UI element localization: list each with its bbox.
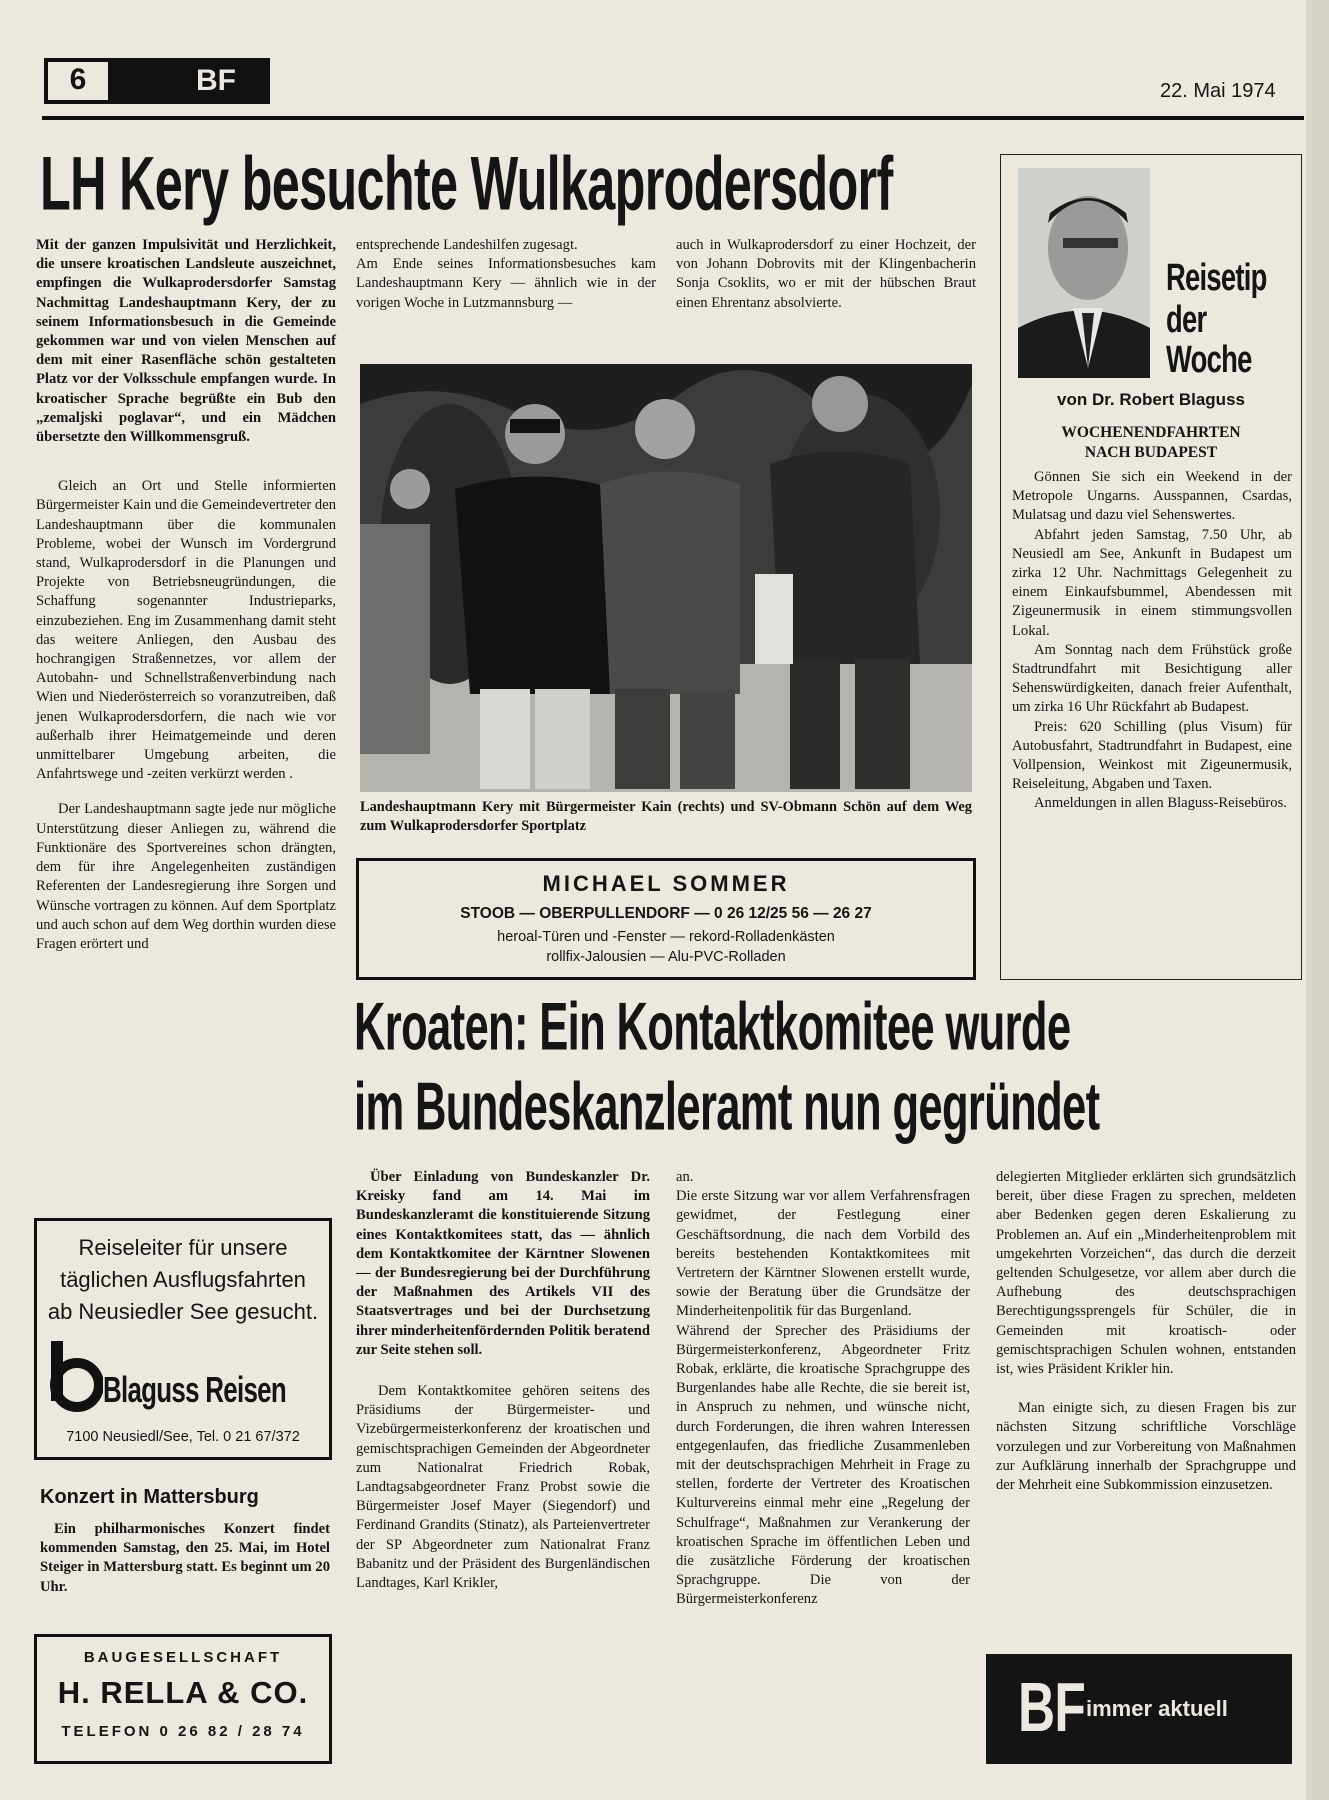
ad-sommer-products-2: rollfix-Jalousien — Alu-PVC-Rolladen xyxy=(546,949,786,965)
article2-column-3-p1: delegierten Mitglieder erklärten sich grundsätzlich bereit, über diese Fragen zu sprechen, meldeten aber Bedenken gegen deren Eskalierung zu Problemen an. Auf ein „Minderheitenproblem mit umgekehrten Vorzeichen“, das durch die derzeit geltenden Schulgesetze, vor allem aber durch die Aufhebung des deutschsprachigen Berechtigungssprengels für Schüler, die in Gemeinden mit kroatisch- oder gemischtsprachigen Schulen wohnen, entstanden ist, wies Präsident Krikler hin. xyxy=(996,1169,1296,1378)
reisetip-paragraph-4: Preis: 620 Schilling (plus Visum) für Autobusfahrt, Stadtrundfahrt in Budapest, eine Vollpension, Weinkost mit Zigeunermusik, Reiseleitung, Abgaben und Taxen. xyxy=(1012,718,1292,793)
author-portrait xyxy=(1018,168,1150,378)
reisetip-paragraph-2: Abfahrt jeden Samstag, 7.50 Uhr, ab Neusiedl am See, Ankunft in Budapest um zirka 12 Uhr. Nachmittags Gelegenheit zu einem Einkaufsbummel, Abendessen mit Zigeunermusik in einem stimmungsvollen Lokal. xyxy=(1012,526,1292,639)
article1-column-2: entsprechende Landeshilfen zugesagt. Am Ende seines Informationsbesuches kam Landeshauptmann Kery — ähnlich wie in der vorigen Woche in Lutzmannsburg — xyxy=(356,237,656,311)
reisetip-title-2: der xyxy=(1166,299,1207,341)
reisetip-paragraph-3: Am Sonntag nach dem Frühstück große Stadtrundfahrt mit Besichtigung aller Sehenswürdigkeiten, danach freier Aufenthalt, um zirka 16 Uhr Rückfahrt ab Budapest. xyxy=(1012,641,1292,716)
article2-headline-1: Kroaten: Ein Kontaktkomitee wurde xyxy=(354,987,1071,1065)
article2-column-2: an. Die erste Sitzung war vor allem Verfahrensfragen gewidmet, der Festlegung einer Geschäftsordnung, die nach dem Vorbild des bereits bestehenden Kontaktkomitees mit Vertretern der Kärntner Slowenen erstellt wurde, sowie der Beratung über die Grundsätze der Minderheitenpolitik für das Burgenland. Während der Sprecher des Präsidiums der Bürgermeisterkonferenz, Abgeordneter Fritz Robak, erklärte, die kroatische Sprachgruppe des Burgenlandes habe alle Rechte, die sie bereit ist, in Anspruch zu nehmen, und wünsche nicht, durch Forderungen, die ihren wahren Interessen entgegenlaufen, das friedliche Zusammenleben mit der deutschsprachigen Mehrheit in Frage zu stellen, forderte der Vertreter des Kroatischen Kulturvereins einmal mehr eine „Regelung der Schulfrage“, Maßnahmen zur Verankerung der kroatischen Sprache im öffentlichen Leben und die zusätzliche Förderung der kroatischen Sprachgruppe. Die von der Bürgermeisterkonferenz xyxy=(676,1169,970,1608)
page-number: 6 xyxy=(69,63,87,96)
ad-blaguss-line-1: Reiseleiter für unsere xyxy=(78,1235,288,1260)
ad-bf-logo: BF xyxy=(1018,1667,1086,1746)
konzert-title: Konzert in Mattersburg xyxy=(40,1486,259,1508)
ad-blaguss-line-2: täglichen Ausflugsfahrten xyxy=(60,1267,306,1292)
ad-sommer-contact: STOOB — OBERPULLENDORF — 0 26 12/25 56 — 26 27 xyxy=(460,905,872,922)
ad-bf-immer-aktuell xyxy=(986,1654,1292,1764)
reisetip-title-3: Woche xyxy=(1166,339,1252,381)
header-rule xyxy=(42,116,1304,120)
ad-rella xyxy=(34,1634,332,1764)
ad-rella-phone: TELEFON 0 26 82 / 28 74 xyxy=(61,1723,305,1740)
ad-rella-name: H. RELLA & CO. xyxy=(57,1675,309,1710)
article1-paragraph-1: Gleich an Ort und Stelle informierten Bürgermeister Kain und die Gemeindevertreter den Landeshauptmann über die kommunalen Probleme, wobei der Wunsch im Vordergrund stand, Wulkaprodersdorf in die Planungen und Projekte von Betriebsneugründungen, die Schaffung sogenannter Industrieparks, einzubeziehen. Eng im Zusammenhang damit steht das weitere Anliegen, den Ausbau des hochrangigen Straßennetzes, vor allem der Autobahn- und Schnellstraßenverbindung nach Wien und Niederösterreich so voranzutreiben, daß jenen Wulkaprodersdorfern, die nach wie vor außerhalb ihrer Heimatgemeinde und deren unmittelbarer Umgebung arbeiten, die Anfahrtswege und -zeiten verkürzt werden . xyxy=(36,478,337,783)
article2-lead: Über Einladung von Bundeskanzler Dr. Kreisky fand am 14. Mai im Bundeskanzleramt die konstituierende Sitzung eines Kontaktkomitees statt, das — ähnlich dem Kontaktkomitee der Kärntner Slowenen — der Bundesregierung bei der Durchführung der Maßnahmen des Artikels VII des Staatsvertrages und bei der Durchsetzung ihrer minderheitenfördernden Politik beratend zur Seite stehen soll. xyxy=(356,1169,650,1358)
photo-officials-walking xyxy=(360,364,972,792)
reisetip-author-photo xyxy=(1018,168,1150,378)
article2-column-3-p2: Man einigte sich, zu diesen Fragen bis zur nächsten Sitzung schriftliche Vorschläge vorzulegen und zur Vorbereitung von Maßnahmen zur Aufklärung innerhalb der Sprachgruppe und der Mehrheit eine Subkommission einzusetzen. xyxy=(996,1400,1296,1494)
article2-column-3 xyxy=(996,1168,1296,1495)
ad-blaguss-address: 7100 Neusiedl/See, Tel. 0 21 67/372 xyxy=(66,1429,300,1445)
issue-date: 22. Mai 1974 xyxy=(1160,80,1276,102)
konzert-text: Ein philharmonisches Konzert findet kommenden Samstag, den 25. Mai, im Hotel Steiger in Mattersburg statt. Es beginnt um 20 Uhr. xyxy=(40,1521,330,1595)
article1-column-1 xyxy=(36,236,336,954)
ad-bf-slogan: immer aktuell xyxy=(1086,1696,1228,1721)
reisetip-paragraph-1: Gönnen Sie sich ein Weekend in der Metropole Ungarns. Ausspannen, Csardas, Mulatsag und dazu viel Sehenswertes. xyxy=(1012,469,1292,524)
article2-column-1 xyxy=(356,1168,650,1593)
ad-rella-line-1: BAUGESELLSCHAFT xyxy=(83,1649,283,1666)
reisetip-body xyxy=(1012,468,1292,814)
article1-paragraph-2: Der Landeshauptmann sagte jede nur mögliche Unterstützung dieser Anliegen zu, während die Funktionäre des Sportvereines schon drängten, dem für ihre Angelegenheiten zuständigen Referenten der Landesregierung ihre Sorgen und Wünsche vortragen zu können. Auf dem Sportplatz und auch schon auf dem Weg dorthin wurden diese Fragen erörtert und xyxy=(36,801,336,952)
article2-headline-2: im Bundeskanzleramt nun gegründet xyxy=(354,1067,1100,1145)
reisetip-subhead-2: NACH BUDAPEST xyxy=(1084,444,1218,461)
ad-blaguss-brand: Blaguss Reisen xyxy=(103,1369,286,1410)
ad-michael-sommer xyxy=(356,858,976,980)
reisetip-paragraph-5: Anmeldungen in allen Blaguss-Reisebüros. xyxy=(1034,795,1287,812)
article1-column-3: auch in Wulkaprodersdorf zu einer Hochzeit, der von Johann Dobrovits mit der Klingenbacherin Sonja Csoklits, wo er mit der hübschen Braut einen Ehrentanz absolvierte. xyxy=(676,237,976,311)
ad-sommer-products-1: heroal-Türen und -Fenster — rekord-Rolladenkästen xyxy=(497,929,835,945)
page-edge xyxy=(1306,0,1329,1800)
article2-paragraph-1: Dem Kontaktkomitee gehören seitens des Präsidiums der Bürgermeister- und Vizebürgermeisterkonferenz der kroatischen und gemischtsprachigen Gemeinden der Abgeordneter zum Nationalrat Friedrich Robak, Landtagsabgeordneter Franz Probst sowie die Bürgermeister Josef Mayer (Siegendorf) und Ferdinand Grandits (Stinatz), als Parteienvertreter der SP Abgeordneter zum Nationalrat Franz Babanitz und der Präsident des Burgenländischen Landtages, Karl Krikler, xyxy=(356,1383,650,1592)
article1-photo xyxy=(360,364,972,792)
article1-lead: Mit der ganzen Impulsivität und Herzlichkeit, die unsere kroatischen Landsleute auszeichnet, empfingen die Wulkaprodersdorfer Samstag Nachmittag Landeshauptmann Kery, der zu seinem Informationsbesuch in die Gemeinde gekommen war und von vielen Menschen auf dem mit einer Rasenfläche schön gestalteten Platz vor der Volksschule empfangen wurde. In kroatischer Sprache begrüßte ein Bub den „zemaljski poglavar“, und ein Mädchen übersetzte den Willkommensgruß. xyxy=(36,237,336,446)
ad-sommer-name: MICHAEL SOMMER xyxy=(542,871,790,896)
ad-blaguss-reisen xyxy=(34,1218,332,1460)
article1-photo-caption: Landeshauptmann Kery mit Bürgermeister Kain (rechts) und SV-Obmann Schön auf dem Weg zum Wulkaprodersdorfer Sportplatz xyxy=(360,799,972,835)
reisetip-title-1: Reisetip xyxy=(1166,257,1267,299)
reisetip-subhead-1: WOCHENENDFAHRTEN xyxy=(1061,424,1241,441)
reisetip-author: von Dr. Robert Blaguss xyxy=(1057,390,1245,409)
article1-headline: LH Kery besuchte Wulkaprodersdorf xyxy=(40,141,893,227)
section-label: BF xyxy=(196,64,236,97)
blaguss-logo-icon xyxy=(47,1341,103,1413)
ad-blaguss-line-3: ab Neusiedler See gesucht. xyxy=(47,1299,319,1324)
